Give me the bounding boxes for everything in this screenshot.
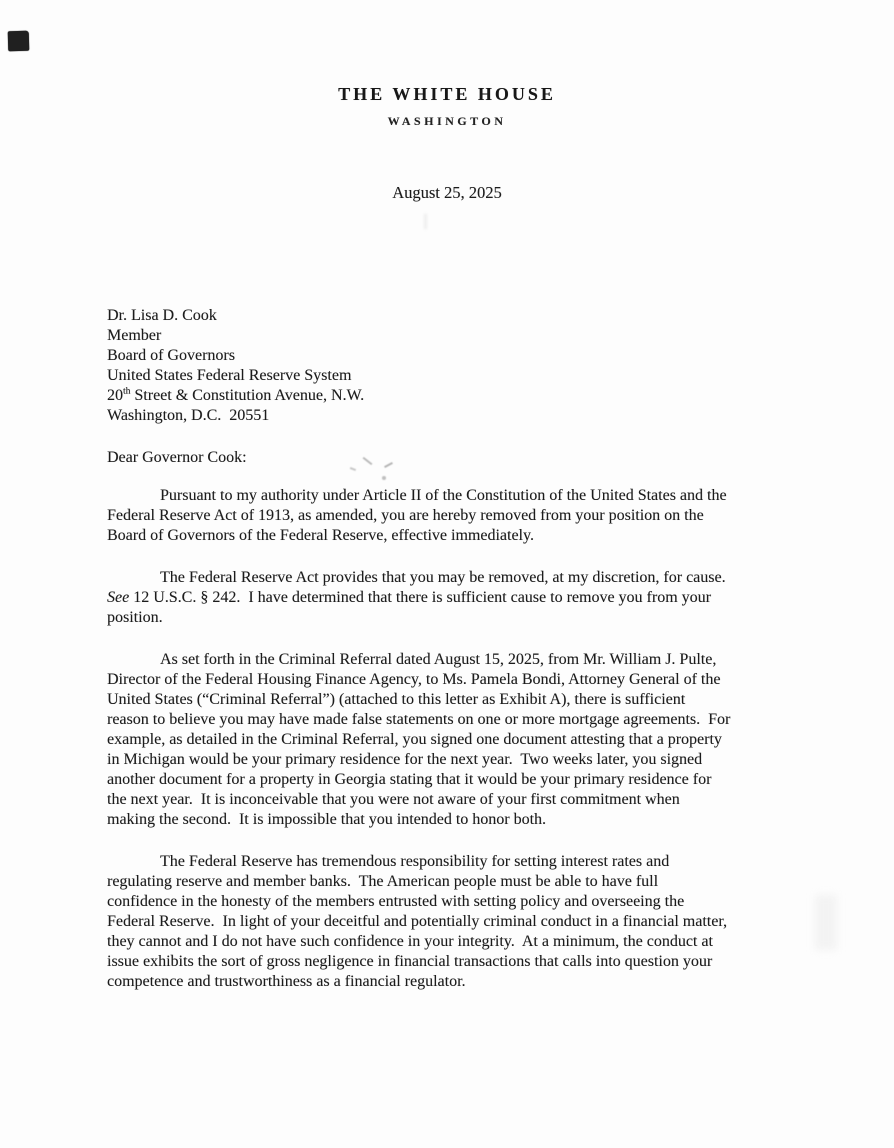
letter-line: reason to believe you may have made false statements on one or more mortgage agreements. For [107,711,731,728]
letter-line: in Michigan would be your primary residence for the next year. Two weeks later, you signed [107,751,703,768]
recipient-address-line: United States Federal Reserve System [107,367,352,384]
recipient-address [107,306,812,426]
scan-artifact-corner-mark [8,31,30,52]
letter-line: example, as detailed in the Criminal Referral, you signed one document attesting that a property [107,731,722,748]
date-line: August 25, 2025 [392,183,502,202]
recipient-address-line: Washington, D.C. 20551 [107,407,270,424]
letter-body [107,486,812,992]
letter-line: competence and trustworthiness as a financial regulator. [107,973,466,990]
scan-artifact-faint-smudge [424,214,427,229]
recipient-address-line: Dr. Lisa D. Cook [107,307,217,324]
letter-line: the next year. It is inconceivable that you were not aware of your first commitment when [107,791,680,808]
letter-line: confidence in the honesty of the members entrusted with setting policy and overseeing the [107,893,685,910]
letter-line: another document for a property in Georgia stating that it would be your primary residence for [107,771,712,788]
letter-paragraph [107,650,812,830]
letter-paragraph [107,852,812,992]
salutation: Dear Governor Cook: [107,449,247,466]
letter-content [107,306,812,992]
letter-line: As set forth in the Criminal Referral dated August 15, 2025, from Mr. William J. Pulte, [160,651,717,668]
letter-line: Federal Reserve. In light of your deceitful and potentially criminal conduct in a financial matter, [107,913,728,930]
letterhead-title: THE WHITE HOUSE [338,84,556,104]
letter-line: Board of Governors of the Federal Reserve, effective immediately. [107,527,534,544]
letter-line: See 12 U.S.C. § 242. I have determined that there is sufficient cause to remove you from your [107,589,711,606]
recipient-address-line: Member [107,327,162,344]
letter-line: Federal Reserve Act of 1913, as amended, you are hereby removed from your position on the [107,507,704,524]
recipient-address-line: 20th Street & Constitution Avenue, N.W. [107,386,365,404]
letter-line: The Federal Reserve Act provides that you may be removed, at my discretion, for cause. [160,569,726,586]
letter-line: Director of the Federal Housing Finance Agency, to Ms. Pamela Bondi, Attorney General of the [107,671,721,688]
scan-artifact-right-smudge [815,895,837,950]
letter-line: issue exhibits the sort of gross negligence in financial transactions that calls into question your [107,953,713,970]
letter-line: regulating reserve and member banks. The American people must be able to have full [107,873,659,890]
letter-line: Pursuant to my authority under Article II of the Constitution of the United States and the [160,487,727,504]
letterhead [0,84,894,129]
letter-line: United States (“Criminal Referral”) (attached to this letter as Exhibit A), there is sufficient [107,691,686,708]
letter-line: making the second. It is impossible that you intended to honor both. [107,811,547,828]
letterhead-location: WASHINGTON [387,114,507,128]
letter-line: The Federal Reserve has tremendous responsibility for setting interest rates and [160,853,670,870]
letter-line: they cannot and I do not have such confidence in your integrity. At a minimum, the conduct at [107,933,713,950]
recipient-address-line: Board of Governors [107,347,235,364]
letter-paragraph [107,486,812,546]
letter-paragraph [107,568,812,628]
letter-line: position. [107,609,163,626]
